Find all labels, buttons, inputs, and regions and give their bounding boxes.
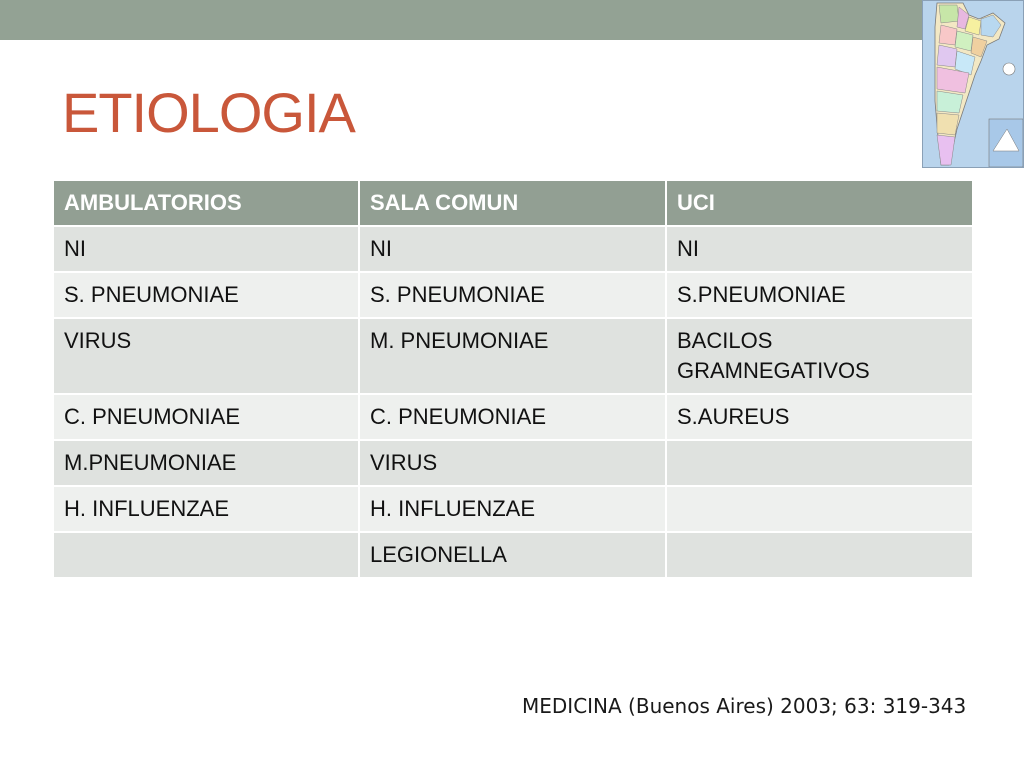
table-cell: VIRUS (359, 440, 666, 486)
header-ambulatorios: AMBULATORIOS (53, 180, 359, 226)
slide-title: ETIOLOGIA (62, 81, 355, 144)
table-cell: NI (53, 226, 359, 272)
citation-text: MEDICINA (Buenos Aires) 2003; 63: 319-343 (522, 694, 967, 718)
table-cell: S. PNEUMONIAE (53, 272, 359, 318)
table-cell: M.PNEUMONIAE (53, 440, 359, 486)
table-cell: C. PNEUMONIAE (359, 394, 666, 440)
table-cell: M. PNEUMONIAE (359, 318, 666, 394)
table-cell: H. INFLUENZAE (53, 486, 359, 532)
table-cell: H. INFLUENZAE (359, 486, 666, 532)
table-cell: S.PNEUMONIAE (666, 272, 973, 318)
table-cell: BACILOS GRAMNEGATIVOS (666, 318, 973, 394)
table-row (53, 226, 973, 272)
header-sala-comun: SALA COMUN (359, 180, 666, 226)
table-cell (666, 440, 973, 486)
table-row (53, 318, 973, 394)
table-cell (666, 486, 973, 532)
table-cell: NI (359, 226, 666, 272)
table-cell: LEGIONELLA (359, 532, 666, 578)
table-row (53, 394, 973, 440)
table-row (53, 440, 973, 486)
map-icon (923, 1, 1024, 168)
table-cell: C. PNEUMONIAE (53, 394, 359, 440)
header-uci: UCI (666, 180, 973, 226)
table-row (53, 272, 973, 318)
top-accent-bar (0, 0, 1024, 40)
table-cell: S.AUREUS (666, 394, 973, 440)
table-cell: NI (666, 226, 973, 272)
table-row (53, 486, 973, 532)
table-cell (53, 532, 359, 578)
argentina-map-image (922, 0, 1024, 168)
table-header-row (53, 180, 973, 226)
table-cell: VIRUS (53, 318, 359, 394)
etiology-table (52, 179, 974, 579)
table-row (53, 532, 973, 578)
table-cell: S. PNEUMONIAE (359, 272, 666, 318)
table-cell (666, 532, 973, 578)
